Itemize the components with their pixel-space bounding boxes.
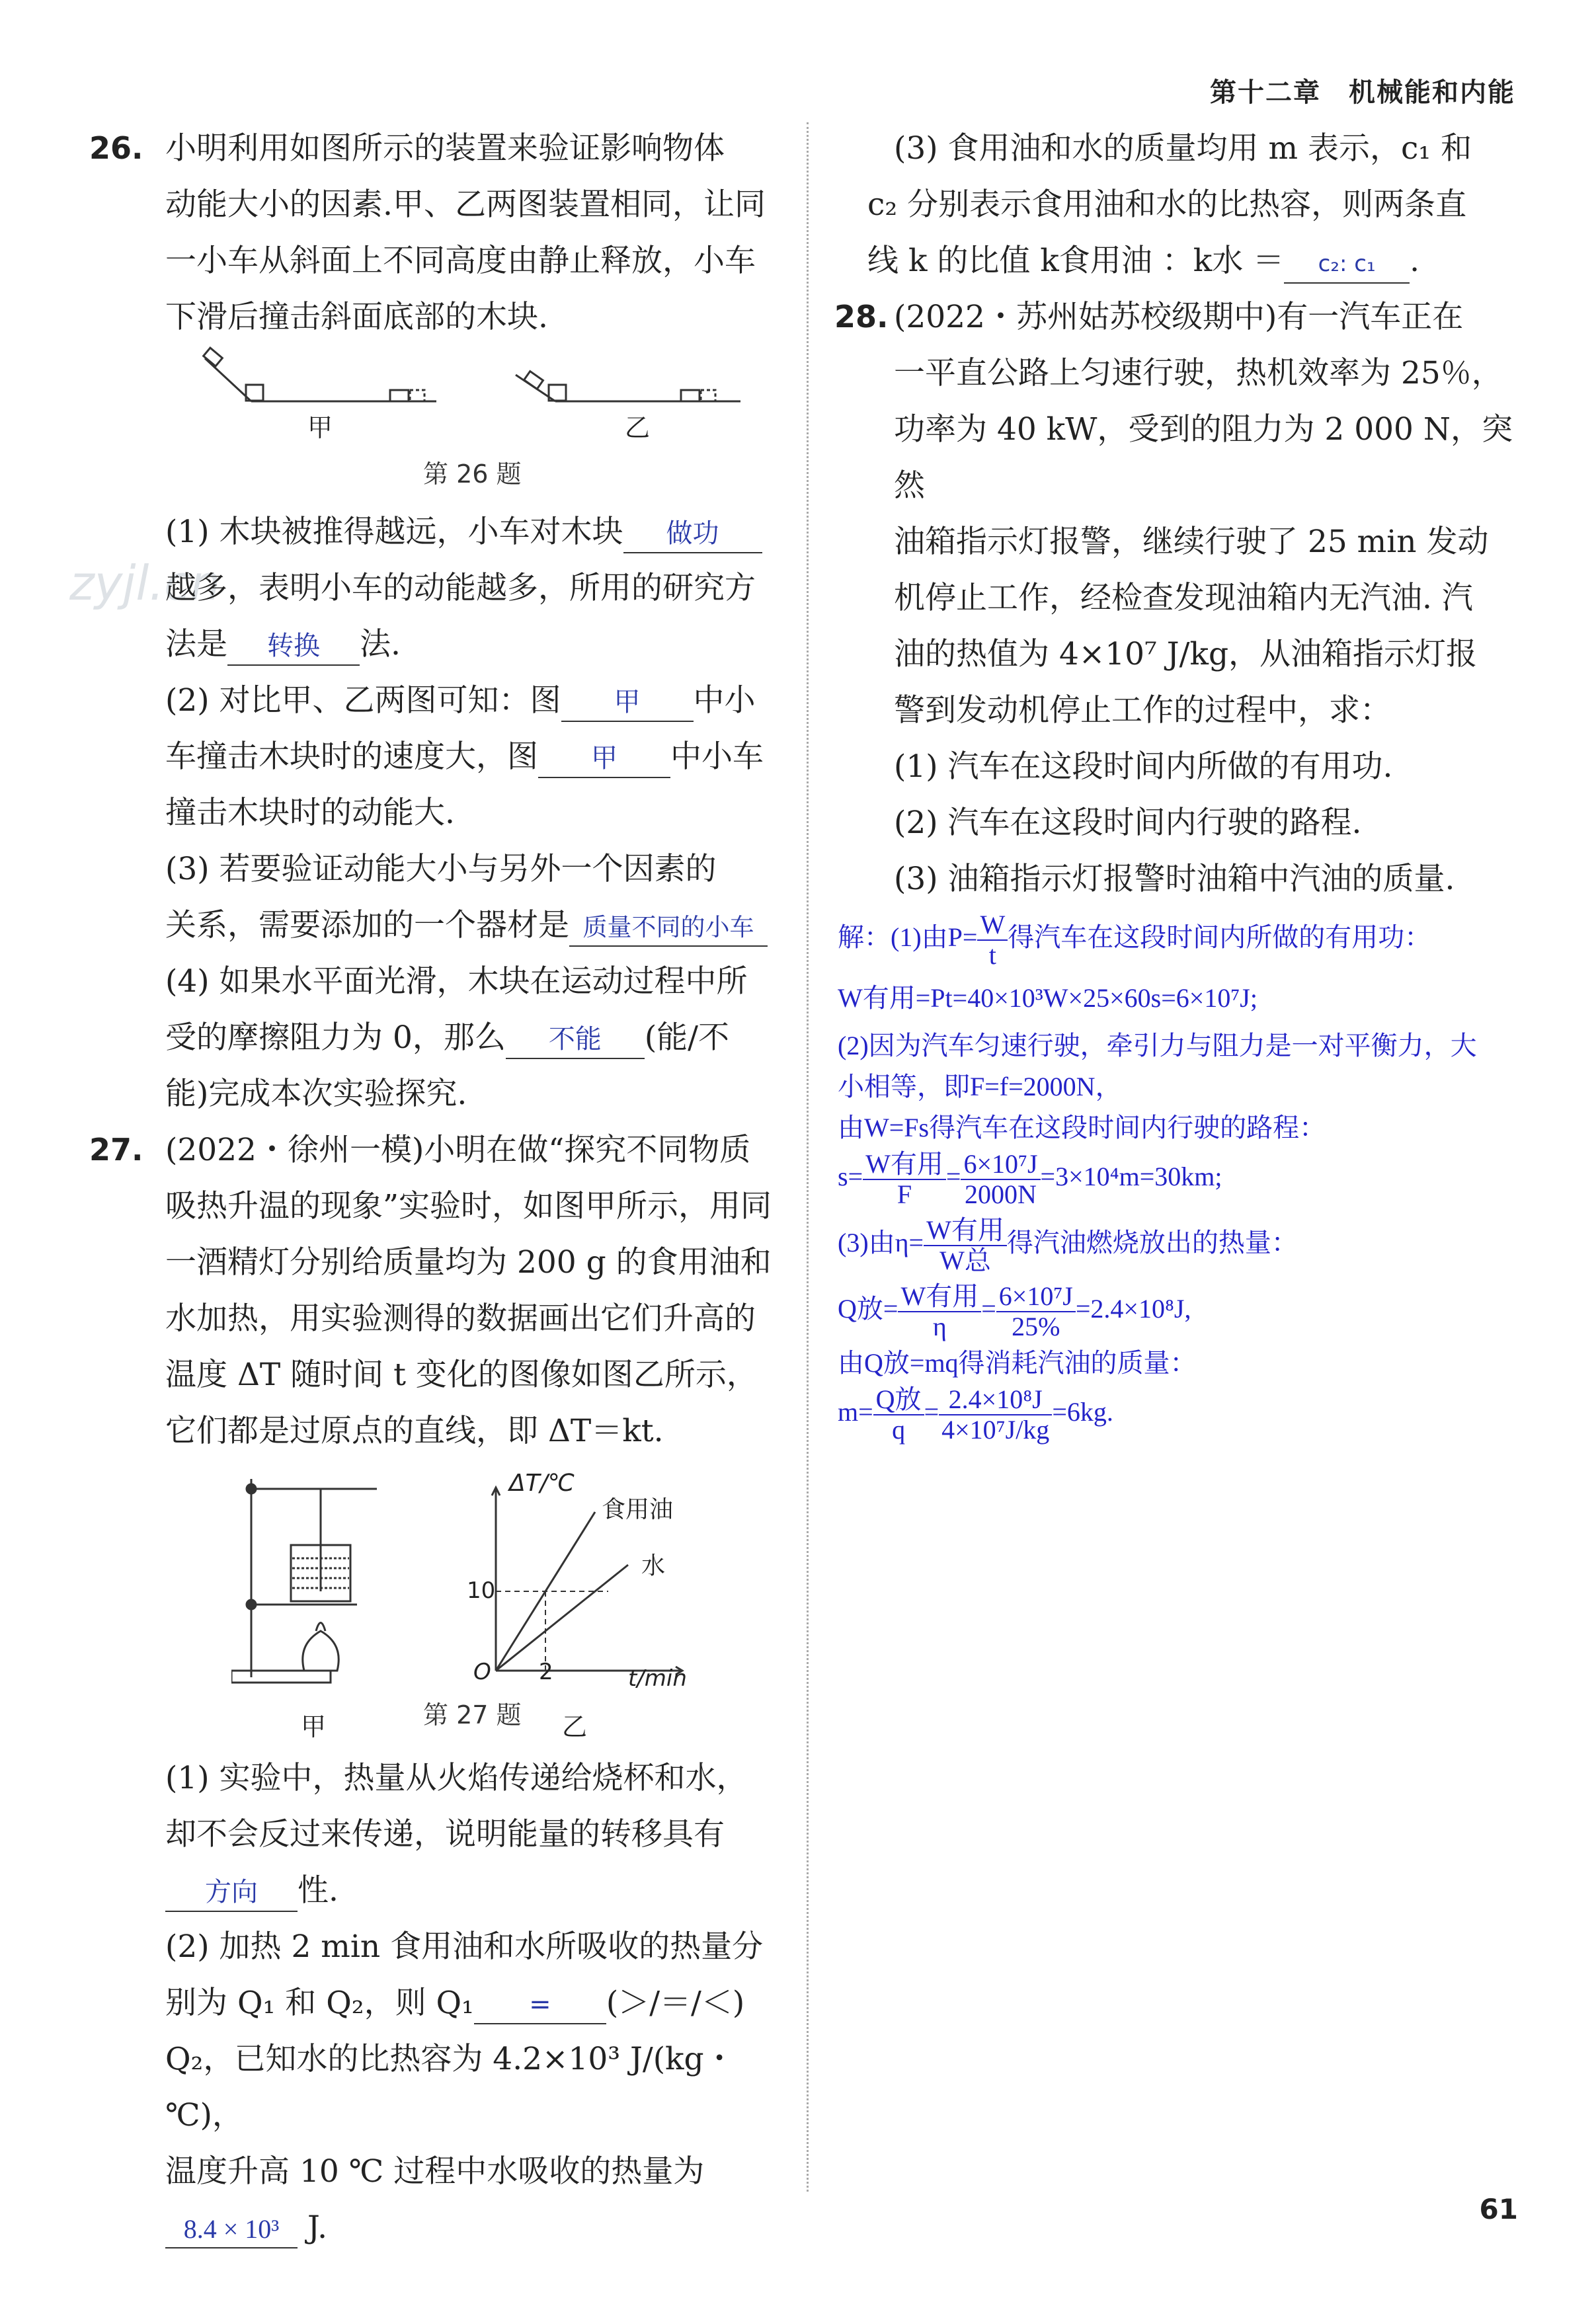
q28-sub2: (2) 汽车在这段时间内行驶的路程. xyxy=(894,805,1362,841)
q27-stem-line: 水加热，用实验测得的数据画出它们升高的 xyxy=(165,1300,756,1337)
figure-27 xyxy=(99,1459,793,1750)
q27-part2-line: 温度升高 10 ℃ 过程中水吸收的热量为 xyxy=(165,2153,705,2190)
answer-blank[interactable]: c₂: c₁ xyxy=(1284,246,1410,284)
solution-line: 由Q放=mq得消耗汽油的质量： xyxy=(838,1348,1197,1378)
chapter-header: 第十二章 机械能和内能 xyxy=(1210,77,1515,108)
figure-caption: 第 27 题 xyxy=(423,1700,522,1730)
q28-stem-line: 机停止工作，经检查发现油箱内无汽油. 汽 xyxy=(894,580,1473,616)
q28-stem-line: 油的热值为 4×10⁷ J/kg，从油箱指示灯报 xyxy=(894,636,1478,672)
watermark: zyjl.cn xyxy=(69,555,221,611)
figure-label-a: 甲 xyxy=(307,413,333,442)
q26-stem-line: 下滑后撞击斜面底部的木块. xyxy=(165,299,548,335)
left-column xyxy=(89,120,793,2256)
graph-ylabel: ΔT/℃ xyxy=(509,1470,575,1497)
solution xyxy=(838,910,1522,1445)
incline-diagram xyxy=(192,345,787,457)
answer-blank[interactable]: 转换 xyxy=(227,628,360,666)
fraction: $\frac{\text{2.4×10⁸J}}{\text{4×10⁷J/kg}}$ xyxy=(939,1385,1052,1445)
q27-part1: (1) 实验中，热量从火焰传递给烧杯和水， xyxy=(165,1760,748,1796)
solution-line: 解：(1)由P= $\frac{W}{t}$ 得汽车在这段时间内所做的有用功： xyxy=(838,910,1431,970)
series-line-water xyxy=(496,1565,628,1671)
q26-part2-line: 车撞击木块时的速度大，图 甲 中小车 xyxy=(99,729,793,785)
q27-part1-line: 却不会反过来传递，说明能量的转移具有 xyxy=(165,1816,725,1852)
answer-blank[interactable]: 甲 xyxy=(538,740,670,778)
question-27 xyxy=(89,1122,793,2256)
graph-line-label-oil: 食用油 xyxy=(602,1496,674,1523)
question-number: 28. xyxy=(834,299,889,335)
q26-stem-line: 一小车从斜面上不同高度由静止释放，小车 xyxy=(165,243,756,279)
q28-stem-line: (2022・苏州姑苏校级期中)有一汽车正在 xyxy=(894,299,1464,335)
solution-line: s= $\frac{\text{W有用}}{F}$ = $\frac{\text{6×10⁷J}}{2000N}$ =3×10⁴m=30km; xyxy=(838,1149,1222,1209)
fraction: $\frac{\text{6×10⁷J}}{25\%}$ xyxy=(996,1282,1076,1341)
question-26 xyxy=(89,120,793,1122)
solution-line: Q放= $\frac{\text{W有用}}{\eta}$ = $\frac{\text{6×10⁷J}}{25\%}$ =2.4×10⁸J, xyxy=(838,1281,1191,1341)
q28-stem-line: 警到发动机停止工作的过程中，求： xyxy=(894,692,1391,729)
q26-part1: (1) 木块被推得越远，小车对木块 做功 xyxy=(99,504,793,560)
q28-sub3: (3) 油箱指示灯报警时油箱中汽油的质量. xyxy=(894,861,1455,897)
answer-blank[interactable]: 甲 xyxy=(561,684,694,722)
q26-part2-line: 撞击木块时的动能大. xyxy=(165,795,455,831)
heating-apparatus xyxy=(231,1472,403,1697)
solution-line: m= $\frac{\text{Q放}}{q}$ = $\frac{\text{2.4×10⁸J}}{\text{4×10⁷J/kg}}$ =6kg. xyxy=(838,1384,1113,1445)
answer-blank[interactable]: 做功 xyxy=(623,516,762,553)
figure-caption: 第 26 题 xyxy=(423,459,522,489)
figure-26 xyxy=(99,345,793,497)
figure-label-b: 乙 xyxy=(562,1712,588,1741)
q27-part3-line: 线 k 的比值 k食用油 ：k水 ＝ c₂: c₁ . xyxy=(834,233,1522,289)
fraction: $\frac{\text{Q放}}{q}$ xyxy=(873,1385,924,1445)
q27-stem-line: 它们都是过原点的直线，即 ΔT＝kt. xyxy=(165,1413,664,1449)
question-27-continued xyxy=(834,120,1522,289)
q28-stem-line: 一平直公路上匀速行驶，热机效率为 25％， xyxy=(894,355,1503,391)
solution-line: 由W=Fs得汽车在这段时间内行驶的路程： xyxy=(838,1113,1326,1142)
solution-line: (3)由η= $\frac{\text{W有用}}{\text{W总}}$ 得汽油燃烧放出的热量： xyxy=(838,1215,1298,1275)
q26-part3-line: 关系，需要添加的一个器材是 质量不同的小车 xyxy=(99,897,793,953)
graph-ytick: 10 xyxy=(467,1577,496,1604)
q27-stem-line: 吸热升温的现象”实验时，如图甲所示，用同 xyxy=(165,1188,772,1224)
q27-part2-line: 8.4 × 10³ J. xyxy=(99,2200,793,2256)
q26-part2: (2) 对比甲、乙两图可知：图 甲 中小 xyxy=(99,672,793,729)
q27-stem-line: (2022・徐州一模)小明在做“探究不同物质 xyxy=(165,1132,751,1168)
graph-xtick: 2 xyxy=(539,1659,553,1685)
q26-part4-line: 受的摩擦阻力为 0，那么 不能 (能/不 xyxy=(99,1010,793,1066)
q28-stem-line: 油箱指示灯报警，继续行驶了 25 min 发动 xyxy=(894,524,1489,560)
q27-part3: (3) 食用油和水的质量均用 m 表示，c₁ 和 xyxy=(894,130,1472,167)
q28-sub1: (1) 汽车在这段时间内所做的有用功. xyxy=(894,748,1393,785)
answer-blank[interactable]: = xyxy=(474,1987,606,2024)
answer-blank[interactable]: 8.4 × 10³ xyxy=(165,2211,298,2248)
answer-blank[interactable]: 方向 xyxy=(165,1874,298,1912)
solution-line: W有用=Pt=40×10³W×25×60s=6×10⁷J; xyxy=(838,983,1257,1013)
figure-label-a: 甲 xyxy=(301,1712,327,1741)
q26-part1-line: 法是 转换 法. xyxy=(99,616,793,672)
q27-part3-line: c₂ 分别表示食用油和水的比热容，则两条直 xyxy=(867,186,1467,223)
graph-xlabel: t/min xyxy=(628,1665,687,1692)
q26-part4: (4) 如果水平面光滑，木块在运动过程中所 xyxy=(165,963,748,1000)
answer-blank[interactable]: 质量不同的小车 xyxy=(569,909,768,947)
fraction: $\frac{\text{W有用}}{\eta}$ xyxy=(898,1282,981,1341)
q26-stem-line: 小明利用如图所示的装置来验证影响物体 xyxy=(165,130,725,167)
right-column xyxy=(834,120,1522,1445)
page-number: 61 xyxy=(1479,2193,1518,2225)
fraction: $\frac{\text{W有用}}{\text{W总}}$ xyxy=(924,1216,1007,1275)
question-number: 27. xyxy=(89,1132,143,1168)
q26-part1-line: 越多，表明小车的动能越多，所用的研究方 xyxy=(165,570,756,606)
question-number: 26. xyxy=(89,130,143,166)
question-28 xyxy=(834,289,1522,907)
solution-line: (2)因为汽车匀速行驶，牵引力与阻力是一对平衡力，大 xyxy=(838,1031,1477,1060)
q27-part2: (2) 加热 2 min 食用油和水所吸收的热量分 xyxy=(165,1928,764,1965)
q27-part1-line: 方向 性. xyxy=(99,1862,793,1919)
q26-part3: (3) 若要验证动能大小与另外一个因素的 xyxy=(165,851,717,887)
q26-stem-line: 动能大小的因素.甲、乙两图装置相同，让同 xyxy=(165,186,766,223)
q28-stem-line: 功率为 40 kW，受到的阻力为 2 000 N，突然 xyxy=(894,411,1513,504)
q27-stem-line: 温度 ΔT 随时间 t 变化的图像如图乙所示， xyxy=(165,1357,758,1393)
column-divider xyxy=(807,122,809,2192)
fraction: $\frac{\text{W有用}}{F}$ xyxy=(863,1150,946,1209)
figure-label-b: 乙 xyxy=(625,413,651,442)
fraction: $\frac{W}{t}$ xyxy=(977,910,1008,970)
fraction: $\frac{\text{6×10⁷J}}{2000N}$ xyxy=(961,1150,1040,1209)
graph-origin: O xyxy=(473,1659,491,1685)
answer-blank[interactable]: 不能 xyxy=(506,1021,645,1059)
q26-part4-line: 能)完成本次实验探究. xyxy=(165,1076,467,1112)
solution-line: 小相等，即F=f=2000N， xyxy=(838,1072,1122,1101)
q27-stem-line: 一酒精灯分别给质量均为 200 g 的食用油和 xyxy=(165,1244,772,1281)
q27-part2-line: Q₂，已知水的比热容为 4.2×10³ J/(kg・℃)， xyxy=(165,2041,735,2133)
q27-part2-line: 别为 Q₁ 和 Q₂，则 Q₁ = (＞/＝/＜) xyxy=(99,1975,793,2031)
graph-line-label-water: 水 xyxy=(641,1552,666,1579)
